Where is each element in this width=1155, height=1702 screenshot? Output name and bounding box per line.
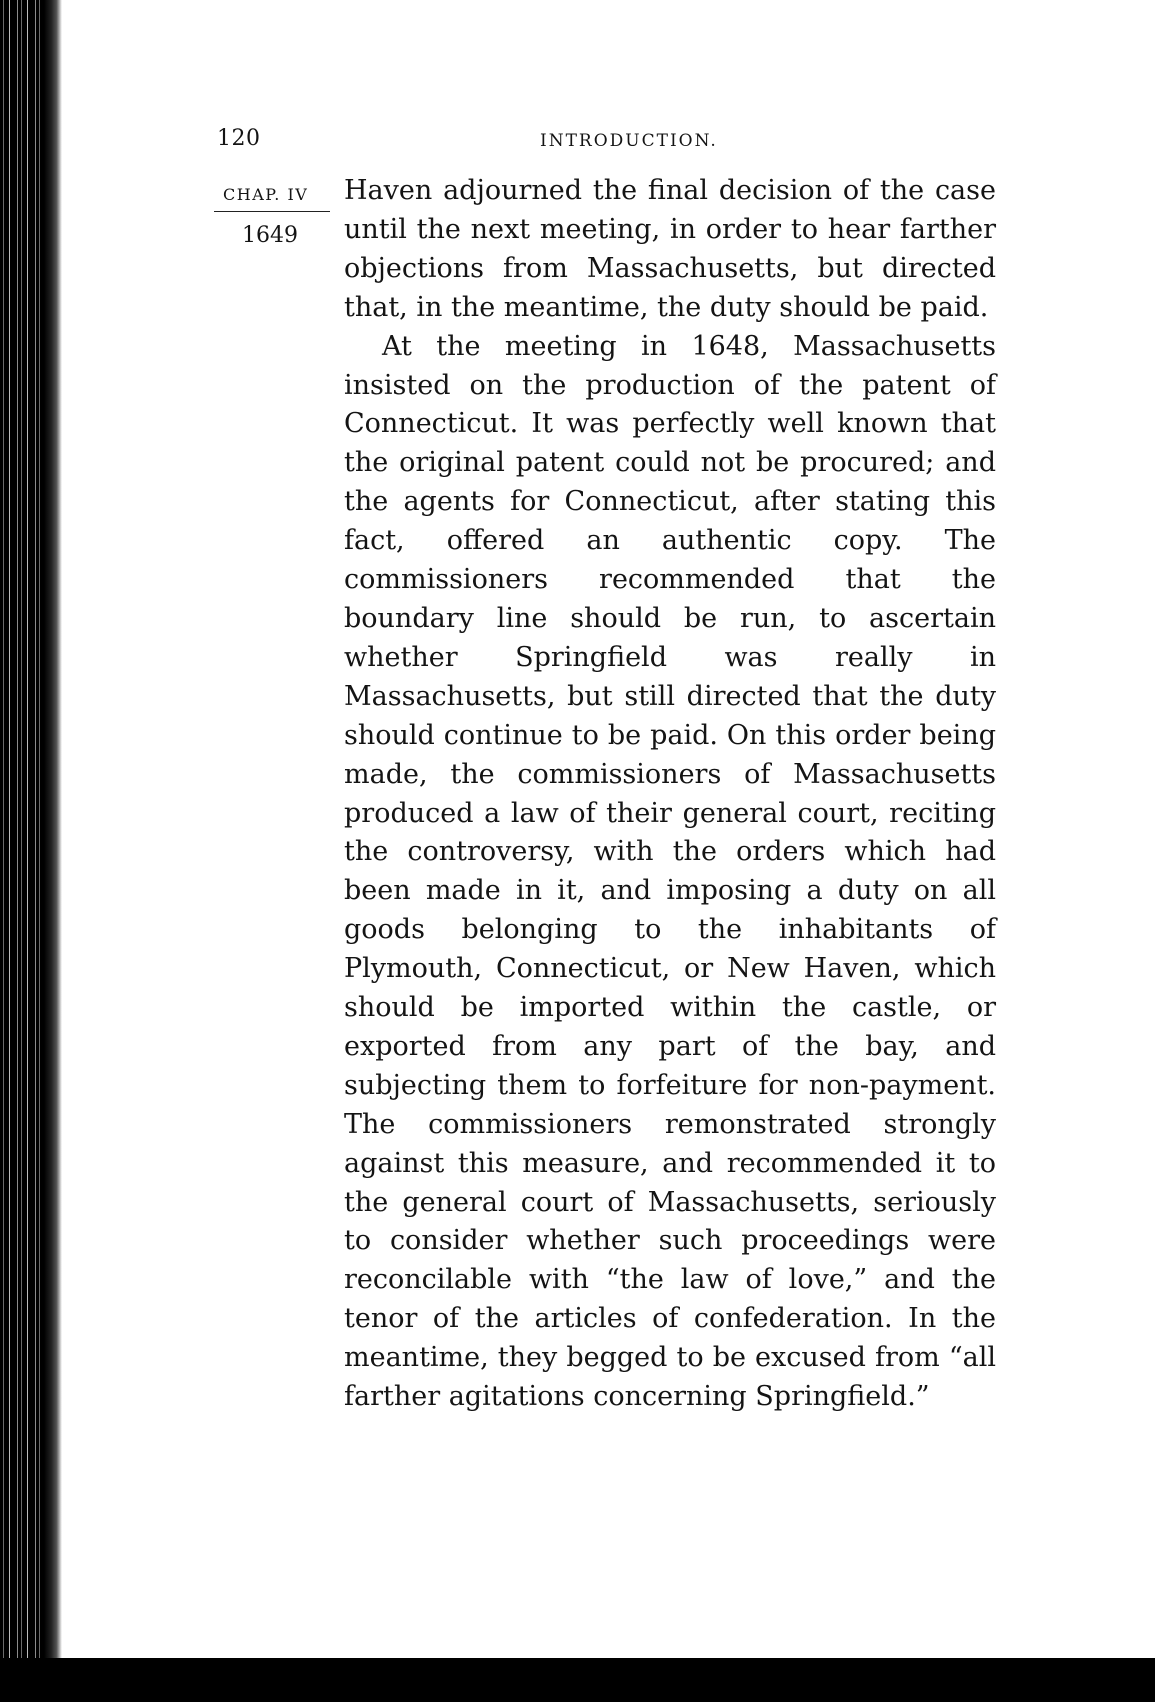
running-head: INTRODUCTION. bbox=[540, 131, 718, 151]
gutter-edge-shadow bbox=[44, 0, 62, 1702]
scan-bottom-edge bbox=[0, 1658, 1155, 1702]
margin-divider bbox=[214, 211, 330, 212]
margin-chapter-note: CHAP. IV bbox=[223, 185, 309, 204]
body-text bbox=[344, 172, 996, 1417]
page-number: 120 bbox=[217, 126, 261, 151]
paragraph-continuation: Haven adjourned the final decision of the case until the next meeting, in order to hear farther objections from Massachusetts, but directed that, in the meantime, the duty should be paid. bbox=[344, 175, 996, 323]
margin-year-note: 1649 bbox=[242, 223, 298, 248]
paragraph-meeting-1648: At the meeting in 1648, Massachusetts insisted on the production of the patent of Connecticut. It was perfectly well known that the original patent could not be procured; and the agents for Connecticut, after stating this fact, offered an authentic copy. The commissioners recommended that the boundary line should be run, to ascertain whether Springfield was really in Massachusetts, but still directed that the duty should continue to be paid. On this order being made, the commissioners of Massachusetts produced a law of their general court, reciting the controversy, with the orders which had been made in it, and imposing a duty on all goods belonging to the inhabitants of Plymouth, Connecticut, or New Haven, which should be imported within the castle, or exported from any part of the bay, and subjecting them to forfeiture for non-payment. The commissioners remonstrated strongly against this measure, and recommended it to the general court of Massachusetts, seriously to consider whether such proceedings were reconcilable with “the law of love,” and the tenor of the articles of confederation. In the meantime, they begged to be excused from “all farther agitations concerning Springfield.” bbox=[344, 330, 996, 1413]
